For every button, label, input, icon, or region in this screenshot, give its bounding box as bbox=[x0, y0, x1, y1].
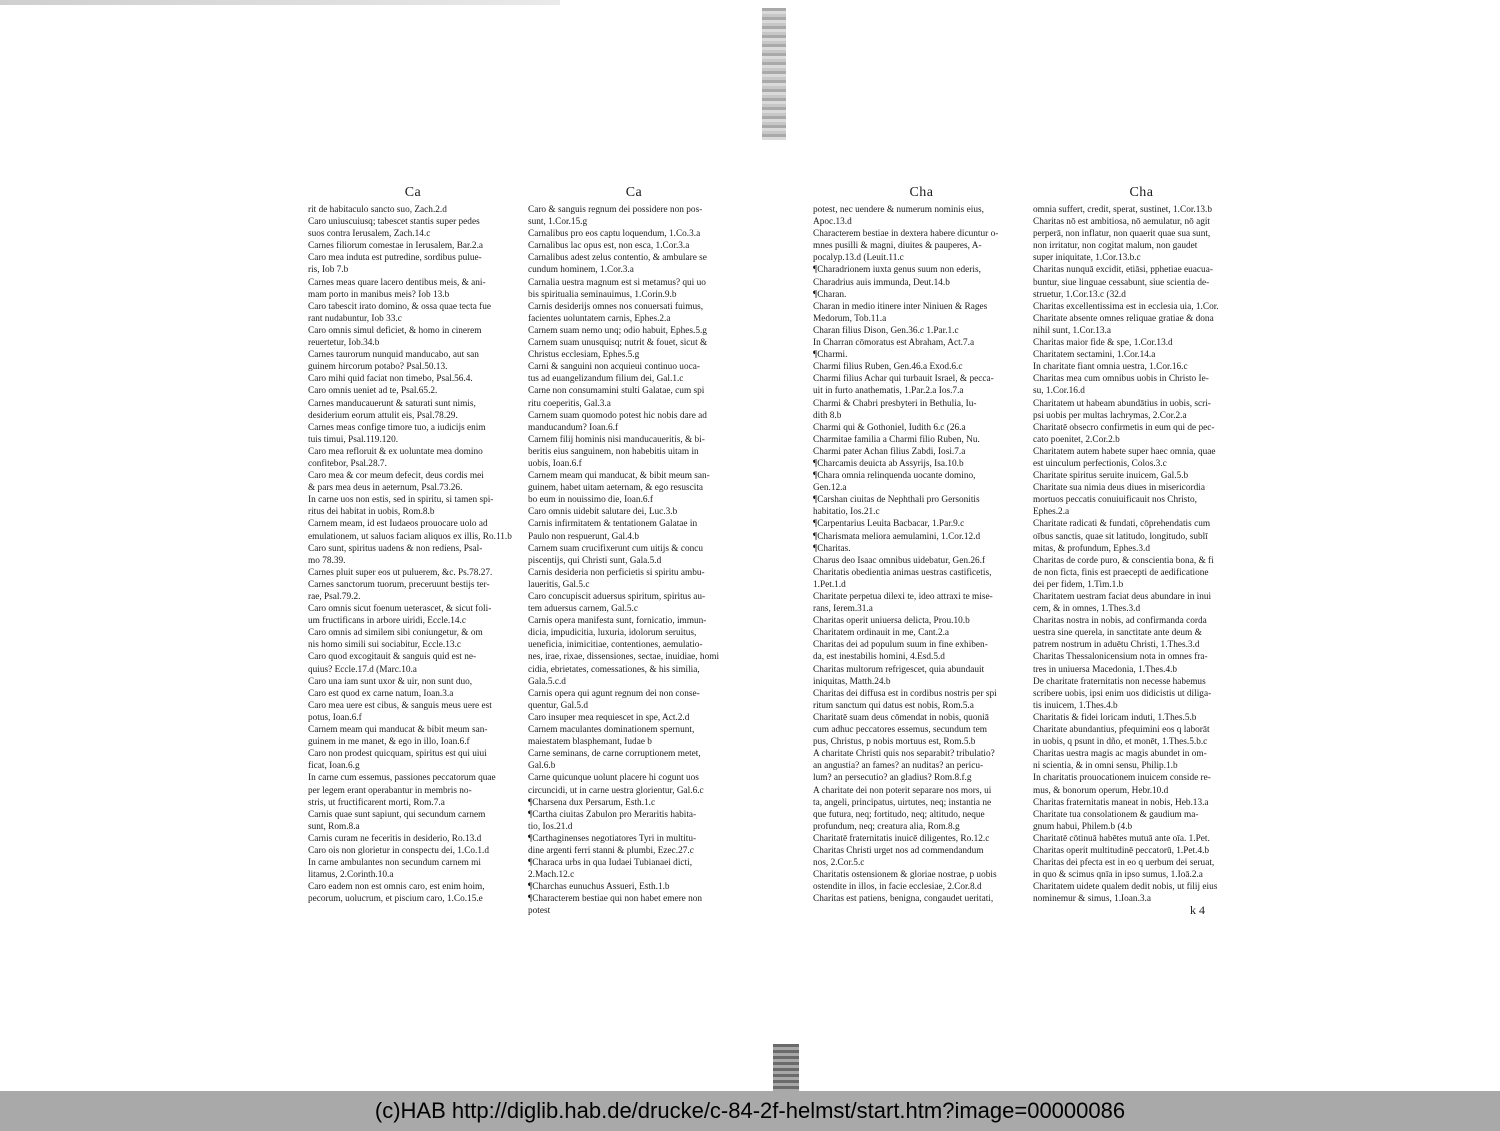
entry-line: Caro omnis ueniet ad te, Psal.65.2. bbox=[308, 386, 438, 397]
entry-line: nis homo simili sui sociabitur, Eccle.13.c bbox=[308, 640, 462, 651]
entry-line: tem aduersus carnem, Gal.5.c bbox=[528, 604, 638, 615]
entry-line: 2.Mach.12.c bbox=[528, 870, 575, 881]
entry-line: dicia, impudicitia, luxuria, idolorum seruitus, bbox=[528, 628, 697, 639]
entry-line: Charitas excellentissima est in ecclesia uia, 1.Cor. bbox=[1033, 301, 1219, 312]
entry-line: suos contra Ierusalem, Zach.14.c bbox=[308, 229, 431, 240]
entry-line: mo 78.39. bbox=[308, 555, 346, 566]
entry-line: ¶Charcamis deuicta ab Assyrijs, Isa.10.b bbox=[813, 458, 964, 469]
entry-line: Carnalibus adest zelus contentio, & ambulare se bbox=[528, 253, 707, 264]
entry-line: Carnis opera qui agunt regnum dei non conse- bbox=[528, 688, 700, 699]
entry-line: guinem in me manet, & ego in illo, Ioan.6.f bbox=[308, 737, 470, 748]
entry-line: Charitas nō est ambitiosa, nō aemulatur, nō agit bbox=[1033, 217, 1211, 228]
entry-line: Gala.5.c.d bbox=[528, 676, 566, 687]
entry-line: bis spiritualia seminauimus, 1.Corin.9.b bbox=[528, 289, 677, 300]
entry-line: In charitate fiant omnia uestra, 1.Cor.16.c bbox=[1033, 362, 1188, 373]
entry-line: tres in uniuersa Macedonia, 1.Thes.4.b bbox=[1033, 664, 1178, 675]
entry-line: Gen.12.a bbox=[813, 483, 847, 494]
entry-line: struetur, 1.Cor.13.c (32.d bbox=[1033, 289, 1126, 300]
entry-line: rae, Psal.79.2. bbox=[308, 592, 361, 602]
entry-line: ritus dei habitat in uobis, Rom.8.b bbox=[308, 507, 435, 518]
entry-line: dei per fidem, 1.Tim.1.b bbox=[1033, 579, 1124, 590]
entry-line: Carnem meam qui manducat, & bibit meum san- bbox=[528, 471, 710, 482]
entry-line: In carne uos non estis, sed in spiritu, si tamen spi- bbox=[308, 495, 494, 506]
entry-line: su, 1.Cor.16.d bbox=[1033, 386, 1085, 397]
entry-line: ¶Cartha ciuitas Zabulon pro Meraritis habita- bbox=[528, 809, 697, 820]
entry-line: scribere uobis, ipsi enim uos didicistis ut diliga- bbox=[1033, 688, 1212, 699]
entry-line: confitebor, Psal.28.7. bbox=[308, 458, 387, 469]
entry-line: pocalyp.13.d (Leuit.11.c bbox=[813, 253, 904, 264]
entry-line: profundum, neq; creatura alia, Rom.8.g bbox=[813, 821, 960, 832]
entry-line: Charan in medio itinere inter Niniuen & Rages bbox=[813, 301, 988, 312]
entry-line: litamus, 2.Corinth.10.a bbox=[308, 870, 394, 881]
entry-line: Carnis quae sunt sapiunt, qui secundum carnem bbox=[308, 809, 486, 820]
column-header: Cha bbox=[909, 185, 934, 200]
entry-line: Charitatem sectamini, 1.Cor.14.a bbox=[1033, 350, 1156, 361]
entry-line: da, est inestabilis homini, 4.Esd.5.d bbox=[813, 652, 945, 663]
entry-line: Carne non consumamini stulti Galatae, cum spi bbox=[528, 386, 705, 397]
entry-line: Apoc.13.d bbox=[813, 217, 852, 228]
entry-line: ritum sanctum qui datus est nobis, Rom.5.a bbox=[813, 700, 974, 711]
entry-line: buntur, siue linguae cessabunt, siue scientia de- bbox=[1033, 277, 1210, 288]
entry-line: Charmitae familia a Charmi filio Ruben, Nu. bbox=[813, 434, 980, 445]
entry-line: Charus deo Isaac omnibus uidebatur, Gen.26.f bbox=[813, 555, 986, 566]
entry-line: rit de habitaculo sancto suo, Zach.2.d bbox=[308, 205, 447, 215]
entry-line: que futura, neq; fortitudo, neq; altitudo, neque bbox=[813, 809, 985, 820]
left-page-column-1 bbox=[308, 184, 518, 905]
footer-url[interactable]: (c)HAB http://diglib.hab.de/drucke/c-84-2f-helmst/start.htm?image=00000086 bbox=[374, 1098, 1126, 1123]
left-page-column-2 bbox=[528, 184, 740, 918]
entry-line: in quo & scimus qnīa in ipso sumus, 1.Ioā.2.a bbox=[1033, 870, 1203, 881]
entry-line: Characterem bestiae in dextera habere dicuntur o- bbox=[813, 229, 999, 240]
entry-line: Charmi filius Ruben, Gen.46.a Exod.6.c bbox=[813, 362, 963, 373]
entry-line: Caro omnis ad similem sibi coniungetur, & om bbox=[308, 628, 483, 639]
column-lines bbox=[528, 204, 740, 918]
entry-line: tio, Ios.21.d bbox=[528, 821, 573, 832]
entry-line: Carnalibus pro eos captu loquendum, 1.Co.3.a bbox=[528, 229, 701, 240]
entry-line: Caro ois non glorietur in conspectu dei, 1.Co.1.d bbox=[308, 845, 490, 856]
book-gutter-top bbox=[762, 8, 786, 140]
entry-line: Charitas dei ad populum suum in fine exhiben- bbox=[813, 640, 988, 651]
entry-line: potest bbox=[528, 906, 551, 917]
entry-line: Charmi filius Achar qui turbauit Israel, & pecca- bbox=[813, 374, 994, 385]
entry-line: sunt, Rom.8.a bbox=[308, 821, 360, 832]
entry-line: ¶Charmi. bbox=[813, 350, 848, 361]
entry-line: Christus ecclesiam, Ephes.5.g bbox=[528, 350, 640, 361]
entry-line: guinem hircorum potabo? Psal.50.13. bbox=[308, 362, 448, 373]
column-lines bbox=[308, 204, 518, 905]
entry-line: Charitate perpetua dilexi te, ideo attraxi te mise- bbox=[813, 592, 993, 602]
column-lines bbox=[813, 204, 1030, 905]
entry-line: Charitatem ut habeam abundātius in uobis, scri- bbox=[1033, 398, 1211, 409]
scan-top-edge bbox=[0, 0, 560, 5]
entry-line: Caro non prodest quicquam, spiritus est qui uiui bbox=[308, 749, 487, 760]
entry-line: Medorum, Tob.11.a bbox=[813, 313, 887, 324]
entry-line: Carnes manducauerunt & saturati sunt nimis, bbox=[308, 398, 476, 409]
entry-line: Caro & sanguis regnum dei possidere non pos- bbox=[528, 205, 703, 215]
entry-line: ris, Iob 7.b bbox=[308, 265, 349, 276]
entry-line: Caro concupiscit aduersus spiritum, spiritus au- bbox=[528, 592, 706, 602]
entry-line: reuertetur, Iob.34.b bbox=[308, 338, 380, 349]
entry-line: Carne quicunque uolunt placere hi cogunt uos bbox=[528, 773, 699, 784]
entry-line: Carnes meas quare lacero dentibus meis, & ani- bbox=[308, 277, 486, 288]
entry-line: est uinculum perfectionis, Colos.3.c bbox=[1033, 458, 1167, 469]
signature-mark: k 4 bbox=[1190, 903, 1205, 917]
entry-line: iniquitas, Matth.24.b bbox=[813, 676, 891, 687]
entry-line: ficat, Ioan.6.g bbox=[308, 761, 360, 772]
entry-line: ¶Carshan ciuitas de Nephthali pro Gersonitis bbox=[813, 495, 980, 506]
entry-line: ¶Charadrionem iuxta genus suum non ederis, bbox=[813, 265, 981, 276]
entry-line: beritis eius sanguinem, non habebitis uitam in bbox=[528, 446, 699, 457]
entry-line: oībus sanctis, quae sit latitudo, longitudo, sublī bbox=[1033, 531, 1208, 542]
entry-line: Carnem meam, id est Iudaeos prouocare uolo ad bbox=[308, 519, 488, 530]
entry-line: guinem, habet uitam aeternam, & ego resuscita bbox=[528, 483, 704, 494]
entry-line: Charitate tua consolationem & gaudium ma- bbox=[1033, 809, 1199, 820]
entry-line: Carnis opera manifesta sunt, fornicatio, immun- bbox=[528, 616, 707, 627]
entry-line: stris, ut fructificarent morti, Rom.7.a bbox=[308, 797, 445, 808]
entry-line: cum adhuc peccatores essemus, secundum tem bbox=[813, 725, 987, 736]
entry-line: Caro mea induta est putredine, sordibus pulue- bbox=[308, 253, 482, 264]
entry-line: Charitatē obsecro confirmetis in eum qui de pec- bbox=[1033, 422, 1215, 433]
entry-line: Caro mea & cor meum defecit, deus cordis mei bbox=[308, 471, 484, 482]
entry-line: Ephes.2.a bbox=[1033, 507, 1070, 518]
entry-line: Charadrius auis immunda, Deut.14.b bbox=[813, 277, 950, 288]
entry-line: Carnes sanctorum tuorum, preceruunt bestijs ter- bbox=[308, 579, 490, 590]
entry-line: mortuos peccatis conuiuificauit nos Christo, bbox=[1033, 495, 1197, 506]
entry-line: In carne cum essemus, passiones peccatorum quae bbox=[308, 773, 496, 784]
entry-line: an angustia? an fames? an nuditas? an pericu- bbox=[813, 761, 984, 772]
entry-line: Caro quod excogitauit & sanguis quid est ne- bbox=[308, 652, 477, 663]
entry-line: Carnem suam nemo unq; odio habuit, Ephes.5.g bbox=[528, 325, 707, 336]
entry-line: rant nudabuntur, Iob 33.c bbox=[308, 313, 402, 324]
entry-line: Charitas dei pfecta est in eo q uerbum dei seruat, bbox=[1033, 858, 1215, 869]
entry-line: Charitas nunquā excidit, etiāsi, pphetiae euacua- bbox=[1033, 265, 1213, 276]
entry-line: Charitate spiritus seruite inuicem, Gal.5.b bbox=[1033, 471, 1189, 482]
entry-line: circuncidi, ut in carne uestra glorientur, Gal.6.c bbox=[528, 785, 704, 796]
entry-line: Charitas fraternitatis maneat in nobis, Heb.13.a bbox=[1033, 797, 1209, 808]
entry-line: uit in furto anathematis, 1.Par.2.a Ios.7.a bbox=[813, 386, 964, 397]
entry-line: desiderium eorum attulit eis, Psal.78.29. bbox=[308, 410, 458, 421]
entry-line: Caro omnis sicut foenum ueterascet, & sicut foli- bbox=[308, 604, 492, 615]
entry-line: per legem erant operabantur in membris no- bbox=[308, 785, 472, 796]
entry-line: 1.Pet.1.d bbox=[813, 579, 846, 590]
entry-line: Caro omnis uidebit salutare dei, Luc.3.b bbox=[528, 507, 678, 518]
entry-line: ¶Charchas eunuchus Assueri, Esth.1.b bbox=[528, 882, 670, 893]
entry-line: ¶Carthaginenses negotiatores Tyri in multitu- bbox=[528, 833, 697, 844]
entry-line: Charitas multorum refrigescet, quia abundauit bbox=[813, 664, 985, 675]
entry-line: super iniquitate, 1.Cor.13.b.c bbox=[1033, 253, 1141, 264]
footer-bar bbox=[0, 1091, 1500, 1131]
entry-line: Charitas Thessalonicensium nota in omnes fra- bbox=[1033, 652, 1208, 663]
entry-line: cato poenitet, 2.Cor.2.b bbox=[1033, 434, 1120, 445]
right-page-column-2 bbox=[1033, 184, 1250, 905]
entry-line: patrem nostrum in aduētu Christi, 1.Thes.3.d bbox=[1033, 640, 1200, 651]
entry-line: In charitatis prouocationem inuicem conside re- bbox=[1033, 773, 1211, 784]
entry-line: Charitas operit uniuersa delicta, Prou.10.b bbox=[813, 616, 970, 627]
entry-line: mnes pusilli & magni, diuites & pauperes, A- bbox=[813, 241, 982, 252]
entry-line: nominemur & simus, 1.Ioan.3.a bbox=[1033, 894, 1152, 905]
entry-line: ¶Characterem bestiae qui non habet emere non bbox=[528, 894, 703, 905]
entry-line: Carni & sanguini non acquieui continuo uoca- bbox=[528, 362, 700, 373]
entry-line: Caro eadem non est omnis caro, est enim hoim, bbox=[308, 882, 485, 893]
entry-line: Paulo non respuerunt, Gal.4.b bbox=[528, 531, 640, 542]
entry-line: cidia, ebrietates, comessationes, & his similia, bbox=[528, 664, 700, 675]
entry-line: Carnis curam ne feceritis in desiderio, Ro.13.d bbox=[308, 833, 482, 844]
entry-line: Caro mihi quid faciat non timebo, Psal.56.4. bbox=[308, 374, 473, 385]
entry-line: In carne ambulantes non secundum carnem mi bbox=[308, 858, 481, 869]
entry-line: Carnem meam qui manducat & bibit meum san- bbox=[308, 725, 488, 736]
entry-line: Charitate radicati & fundati, cōprehendatis cum bbox=[1033, 519, 1211, 530]
entry-line: ¶Charitas. bbox=[813, 543, 851, 554]
entry-line: cundum hominem, 1.Cor.3.a bbox=[528, 265, 634, 276]
entry-line: In Charran cōmoratus est Abraham, Act.7.a bbox=[813, 338, 975, 349]
right-page-column-1 bbox=[813, 184, 1030, 905]
entry-line: ¶Charismata meliora aemulamini, 1.Cor.12.d bbox=[813, 531, 981, 542]
entry-line: De charitate fraternitatis non necesse habemus bbox=[1033, 676, 1206, 687]
entry-line: Caro tabescit irato domino, & ossa quae tecta fue bbox=[308, 301, 492, 312]
entry-line: Charitatis & fidei loricam induti, 1.Thes.5.b bbox=[1033, 712, 1197, 723]
entry-line: Caro mea refloruit & ex uoluntate mea domino bbox=[308, 446, 483, 457]
entry-line: habitatio, Ios.21.c bbox=[813, 507, 880, 518]
entry-line: omnia suffert, credit, sperat, sustinet, 1.Cor.13.b bbox=[1033, 205, 1213, 215]
entry-line: Charitas Christi urget nos ad commendandum bbox=[813, 845, 984, 856]
entry-line: potest, nec uendere & numerum nominis eius, bbox=[813, 205, 984, 215]
entry-line: mitas, & profundum, Ephes.3.d bbox=[1033, 543, 1150, 554]
entry-line: Charitatem autem habete super haec omnia, quae bbox=[1033, 446, 1216, 457]
entry-line: uobis, Ioan.6.f bbox=[528, 458, 582, 469]
entry-line: Carnem filij hominis nisi manducaueritis, & bi- bbox=[528, 434, 705, 445]
entry-line: Charitas nostra in nobis, ad confirmanda corda bbox=[1033, 616, 1207, 627]
entry-line: Charitatis ostensionem & gloriae nostrae, p uobis bbox=[813, 870, 997, 881]
entry-line: Charitas operit multitudinē peccatorū, 1.Pet.4.b bbox=[1033, 845, 1210, 856]
entry-line: Charan filius Dison, Gen.36.c 1.Par.1.c bbox=[813, 325, 959, 336]
entry-line: cem, & in omnes, 1.Thes.3.d bbox=[1033, 604, 1141, 615]
entry-line: ¶Characa urbs in qua Iudaei Tubianaei dicti, bbox=[528, 858, 693, 869]
entry-line: Charitatē suam deus cōmendat in nobis, quoniā bbox=[813, 712, 989, 723]
entry-line: Carnem suam unusquisq; nutrit & fouet, sicut & bbox=[528, 338, 708, 349]
entry-line: sunt, 1.Cor.15.g bbox=[528, 217, 588, 228]
entry-line: de non ficta, finis est praecepti de aedificatione bbox=[1033, 567, 1209, 578]
entry-line: potus, Ioan.6.f bbox=[308, 712, 362, 723]
entry-line: Caro mea uere est cibus, & sanguis meus uere est bbox=[308, 700, 492, 711]
entry-line: quius? Eccle.17.d (Marc.10.a bbox=[308, 664, 417, 675]
entry-line: psi uobis per multas lachrymas, 2.Cor.2.a bbox=[1033, 410, 1187, 421]
entry-line: Charitatis obedientia animas uestras castificetis, bbox=[813, 567, 992, 578]
entry-line: Carnes pluit super eos ut puluerem, &c. Ps.78.27. bbox=[308, 567, 493, 578]
entry-line: quentur, Gal.5.d bbox=[528, 700, 589, 711]
entry-line: nes, irae, rixae, dissensiones, sectae, inuidiae, homi bbox=[528, 652, 720, 663]
column-header: Ca bbox=[625, 185, 643, 200]
column-lines bbox=[1033, 204, 1250, 905]
entry-line: gnum habui, Philem.b (4.b bbox=[1033, 821, 1133, 832]
entry-line: Charitatē cōtinuā habētes mutuā ante oīa. 1.Pet. bbox=[1033, 833, 1210, 844]
entry-line: Caro sunt, spiritus uadens & non rediens, Psal- bbox=[308, 543, 483, 554]
entry-line: ¶Chara omnia relinquenda uocante domino, bbox=[813, 471, 976, 482]
entry-line: non irritatur, non cogitat malum, non gaudet bbox=[1033, 241, 1198, 252]
entry-line: Caro omnis simul deficiet, & homo in cinerem bbox=[308, 325, 482, 336]
entry-line: Charitatem ordinauit in me, Cant.2.a bbox=[813, 628, 950, 639]
entry-line: Carnalibus lac opus est, non esca, 1.Cor.3.a bbox=[528, 241, 690, 252]
entry-line: piscentijs, qui Christi sunt, Gala.5.d bbox=[528, 555, 662, 566]
entry-line: Carne seminans, de carne corruptionem metet, bbox=[528, 749, 701, 760]
entry-line: uestra sine querela, in sanctitate ante deum & bbox=[1033, 628, 1202, 639]
entry-line: Charitatem uidete qualem dedit nobis, ut filij eius bbox=[1033, 882, 1218, 893]
entry-line: Carnem suam quomodo potest hic nobis dare ad bbox=[528, 410, 707, 421]
entry-line: mam porto in manibus meis? Iob 13.b bbox=[308, 289, 450, 300]
entry-line: Carnes taurorum nunquid manducabo, aut san bbox=[308, 350, 479, 361]
entry-line: Charitatem uestram faciat deus abundare in inui bbox=[1033, 592, 1212, 602]
entry-line: A charitate dei non poterit separare nos mors, ui bbox=[813, 785, 992, 796]
entry-line: nos, 2.Cor.5.c bbox=[813, 858, 865, 869]
entry-line: Charitas dei diffusa est in cordibus nostris per spi bbox=[813, 688, 997, 699]
entry-line: facientes uoluntatem carnis, Ephes.2.a bbox=[528, 313, 671, 324]
entry-line: Carnis desiderijs omnes nos conuersati fuimus, bbox=[528, 301, 704, 312]
entry-line: tuis timui, Psal.119.120. bbox=[308, 434, 399, 445]
entry-line: Charitas maior fide & spe, 1.Cor.13.d bbox=[1033, 338, 1173, 349]
entry-line: Charitate abundantius, pfequimini eos q laborāt bbox=[1033, 725, 1210, 736]
entry-line: bo eum in nouissimo die, Ioan.6.f bbox=[528, 495, 653, 506]
entry-line: Carnis desideria non perficietis si spiritu ambu- bbox=[528, 567, 705, 578]
entry-line: Caro est quod ex carne natum, Ioan.3.a bbox=[308, 688, 454, 699]
entry-line: Carnes filiorum comestae in Ierusalem, Bar.2.a bbox=[308, 241, 484, 252]
entry-line: ueneficia, inimicitiae, contentiones, aemulatio- bbox=[528, 640, 703, 651]
book-gutter-bottom bbox=[773, 1044, 799, 1092]
entry-line: Charitatē fraternitatis inuicē diligentes, Ro.12.c bbox=[813, 833, 990, 844]
entry-line: ¶Carpentarius Leuita Bacbacar, 1.Par.9.c bbox=[813, 519, 965, 530]
entry-line: A charitate Christi quis nos separabit? tribulatio? bbox=[813, 749, 995, 760]
entry-line: Charitas est patiens, benigna, congaudet ueritati, bbox=[813, 894, 994, 905]
entry-line: ¶Charan. bbox=[813, 289, 847, 300]
entry-line: laueritis, Gal.5.c bbox=[528, 579, 590, 590]
entry-line: pecorum, uolucrum, et piscium caro, 1.Co.15.e bbox=[308, 894, 483, 905]
entry-line: ¶Charsena dux Persarum, Esth.1.c bbox=[528, 797, 656, 808]
entry-line: ritu coeperitis, Gal.3.a bbox=[528, 398, 611, 409]
entry-line: Charmi pater Achan filius Zabdi, Iosi.7.a bbox=[813, 446, 966, 457]
entry-line: Charitas mea cum omnibus uobis in Christo Ie- bbox=[1033, 374, 1209, 385]
entry-line: Gal.6.b bbox=[528, 761, 556, 772]
entry-line: Charitate sua nimia deus diues in misericordia bbox=[1033, 483, 1205, 494]
entry-line: rans, Ierem.31.a bbox=[813, 604, 873, 615]
entry-line: ta, angeli, principatus, uirtutes, neq; instantia ne bbox=[813, 797, 992, 808]
column-header: Cha bbox=[1129, 185, 1154, 200]
entry-line: Caro insuper mea requiescet in spe, Act.2.d bbox=[528, 712, 690, 723]
entry-line: nihil sunt, 1.Cor.13.a bbox=[1033, 325, 1111, 336]
entry-line: tus ad euangelizandum filium dei, Gal.1.c bbox=[528, 374, 684, 385]
entry-line: manducandum? Ioan.6.f bbox=[528, 422, 619, 433]
entry-line: ostendite in illos, in facie ecclesiae, 2.Cor.8.d bbox=[813, 882, 982, 893]
entry-line: mus, & bonorum operum, Hebr.10.d bbox=[1033, 785, 1169, 796]
entry-line: dine argenti ferri stanni & plumbi, Ezec.27.c bbox=[528, 845, 694, 856]
entry-line: ni scientia, & in omni sensu, Philip.1.b bbox=[1033, 761, 1178, 772]
entry-line: Carnes meas confige timore tuo, a iudicijs enim bbox=[308, 422, 486, 433]
entry-line: tis inuicem, 1.Thes.4.b bbox=[1033, 700, 1118, 711]
entry-line: Caro una iam sunt uxor & uir, non sunt duo, bbox=[308, 676, 473, 687]
column-header: Ca bbox=[404, 185, 422, 200]
entry-line: Carnalia uestra magnum est si metamus? qui uo bbox=[528, 277, 706, 288]
entry-line: lum? an persecutio? an gladius? Rom.8.f.g bbox=[813, 773, 972, 784]
entry-line: Carnem suam crucifixerunt cum uitijs & concu bbox=[528, 543, 704, 554]
entry-line: Charitate absente omnes reliquae gratiae & dona bbox=[1033, 313, 1214, 324]
entry-line: emulationem, ut saluos faciam aliquos ex illis, Ro.11.b bbox=[308, 531, 512, 542]
entry-line: Caro uniuscuiusq; tabescet stantis super pedes bbox=[308, 217, 480, 228]
entry-line: Charmi qui & Gothoniel, Iudith 6.c (26.a bbox=[813, 422, 966, 433]
entry-line: dith 8.b bbox=[813, 410, 842, 421]
entry-line: um fructificans in arbore uiridi, Eccle.14.c bbox=[308, 616, 466, 627]
entry-line: Carnis infirmitatem & tentationem Galatae in bbox=[528, 519, 698, 530]
entry-line: Charitas uestra magis ac magis abundet in om- bbox=[1033, 749, 1207, 760]
entry-line: pus, Christus, p nobis mortuus est, Rom.5.b bbox=[813, 737, 976, 748]
entry-line: Charmi & Chabri presbyteri in Bethulia, Iu- bbox=[813, 398, 977, 409]
entry-line: Charitas de corde puro, & conscientia bona, & fi bbox=[1033, 555, 1214, 566]
entry-line: Carnem maculantes dominationem spernunt, bbox=[528, 725, 695, 736]
entry-line: in uobis, q psunt in dño, et monēt, 1.Thes.5.b.c bbox=[1033, 737, 1208, 748]
entry-line: & pars mea deus in aeternum, Psal.73.26. bbox=[308, 483, 463, 494]
entry-line: maiestatem blasphemant, Iudae b bbox=[528, 737, 652, 748]
entry-line: perperā, non inflatur, non quaerit quae sua sunt, bbox=[1033, 229, 1211, 240]
